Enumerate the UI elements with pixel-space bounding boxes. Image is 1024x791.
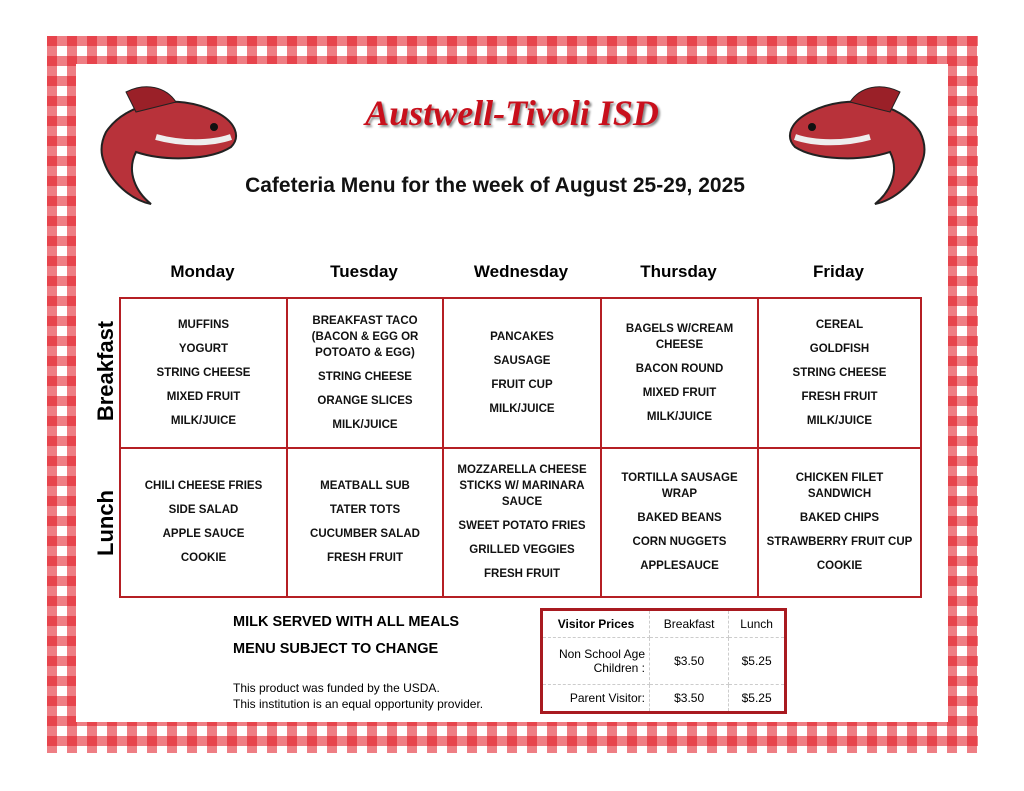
- day-headers: [119, 262, 920, 282]
- prices-header: Lunch: [729, 610, 786, 638]
- lunch-row: [120, 448, 921, 598]
- price-lunch: $5.25: [729, 684, 786, 712]
- menu-item: SWEET POTATO FRIES: [458, 520, 586, 533]
- price-lunch: $5.25: [729, 638, 786, 685]
- menu-item: SIDE SALAD: [168, 504, 239, 517]
- breakfast-cell-monday: [120, 298, 287, 448]
- notes: [233, 614, 459, 668]
- menu-item: SAUSAGE: [493, 354, 551, 367]
- menu-item: YOGURT: [178, 342, 229, 355]
- breakfast-cell-thursday: [601, 298, 758, 448]
- menu-item: CUCUMBER SALAD: [310, 528, 420, 541]
- menu-item: FRESH FRUIT: [483, 568, 561, 581]
- day-friday: Friday: [812, 262, 865, 281]
- lunch-cell-tuesday: [287, 448, 443, 598]
- price-row-label: Parent Visitor:: [542, 684, 650, 712]
- menu-item: FRESH FRUIT: [326, 552, 404, 565]
- menu-item: MIXED FRUIT: [166, 390, 241, 403]
- school-title: Austwell-Tivoli ISD: [365, 93, 659, 133]
- menu-item: BACON ROUND: [635, 362, 724, 375]
- menu-item: BAKED CHIPS: [799, 512, 880, 525]
- menu-item: MUFFINS: [177, 318, 230, 331]
- day-wednesday: Wednesday: [473, 262, 569, 281]
- menu-item: MEATBALL SUB: [320, 480, 410, 493]
- price-row-label: Non School Age Children :: [542, 638, 650, 685]
- row-label-breakfast: Breakfast: [93, 320, 118, 422]
- menu-item: MILK/JUICE: [806, 414, 873, 427]
- menu-item: FRESH FRUIT: [801, 390, 878, 403]
- menu-item: GRILLED VEGGIES: [469, 544, 575, 557]
- menu-item: TORTILLA SAUSAGE WRAP: [621, 472, 738, 501]
- menu-item: CORN NUGGETS: [632, 536, 727, 549]
- menu-item: ORANGE SLICES: [317, 394, 413, 407]
- breakfast-cell-friday: [758, 298, 921, 448]
- menu-item: CHICKEN FILET SANDWICH: [795, 472, 884, 501]
- breakfast-cell-tuesday: [287, 298, 443, 448]
- breakfast-cell-wednesday: [443, 298, 601, 448]
- menu-item: STRAWBERRY FRUIT CUP: [766, 536, 913, 549]
- day-monday: Monday: [170, 262, 235, 281]
- menu-item: MILK/JUICE: [332, 418, 398, 431]
- menu-subtitle: Cafeteria Menu for the week of August 25-29, 2025: [245, 174, 745, 197]
- menu-item: BAGELS W/CREAM CHEESE: [625, 322, 734, 351]
- visitor-prices-table: [540, 608, 787, 714]
- menu-item: BREAKFAST TACO (BACON & EGG OR POTOATO & EGG): [311, 314, 419, 359]
- prices-header: Breakfast: [650, 610, 729, 638]
- menu-item: STRING CHEESE: [318, 370, 412, 383]
- menu-item: MILK/JUICE: [489, 402, 555, 415]
- menu-item: FRUIT CUP: [491, 378, 553, 391]
- menu-item: CEREAL: [815, 318, 864, 331]
- menu-item: STRING CHEESE: [156, 366, 251, 379]
- menu-item: APPLESAUCE: [640, 560, 719, 573]
- price-breakfast: $3.50: [650, 684, 729, 712]
- menu-item: BAKED BEANS: [637, 512, 722, 525]
- breakfast-row: [120, 298, 921, 448]
- menu-item: TATER TOTS: [329, 504, 401, 517]
- menu-item: STRING CHEESE: [792, 366, 887, 379]
- day-tuesday: Tuesday: [330, 262, 398, 281]
- menu-item: MIXED FRUIT: [642, 386, 717, 399]
- lunch-cell-thursday: [601, 448, 758, 598]
- lunch-cell-wednesday: [443, 448, 601, 598]
- menu-item: COOKIE: [816, 560, 863, 573]
- menu-item: PANCAKES: [490, 330, 554, 343]
- price-breakfast: $3.50: [650, 638, 729, 685]
- equal-opportunity-note: This institution is an equal opportunity provider.: [233, 697, 484, 711]
- menu-item: APPLE SAUCE: [162, 528, 245, 541]
- menu-item: MILK/JUICE: [646, 410, 713, 423]
- day-thursday: Thursday: [640, 262, 717, 281]
- menu-table: [119, 297, 922, 598]
- menu-item: COOKIE: [180, 552, 227, 565]
- fine-print: [233, 680, 483, 712]
- menu-item: CHILI CHEESE FRIES: [144, 480, 263, 493]
- row-label-lunch: Lunch: [93, 490, 118, 556]
- lunch-cell-friday: [758, 448, 921, 598]
- note-change: MENU SUBJECT TO CHANGE: [233, 641, 439, 657]
- menu-item: MOZZARELLA CHEESE STICKS W/ MARINARA SAUCE: [457, 464, 587, 509]
- menu-item: MILK/JUICE: [170, 414, 237, 427]
- prices-header: Visitor Prices: [542, 610, 650, 638]
- lunch-cell-monday: [120, 448, 287, 598]
- note-milk: MILK SERVED WITH ALL MEALS: [233, 614, 460, 630]
- usda-note: This product was funded by the USDA.: [233, 681, 440, 695]
- menu-item: GOLDFISH: [809, 342, 870, 355]
